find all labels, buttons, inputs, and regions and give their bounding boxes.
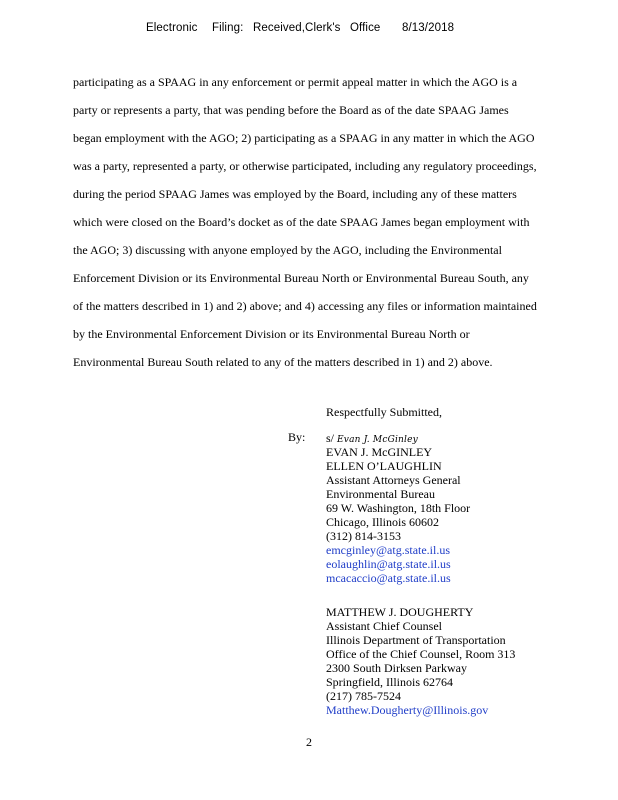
city-state-zip: Springfield, Illinois 62764 — [326, 675, 453, 689]
attorney-name: EVAN J. McGINLEY — [326, 445, 433, 459]
body-line: during the period SPAAG James was employed by the Board, including any of these matters — [73, 187, 517, 201]
email-link[interactable]: emcginley@atg.state.il.us — [326, 543, 451, 557]
department-name: Illinois Department of Transportation — [326, 633, 506, 647]
counsel-name: MATTHEW J. DOUGHERTY — [326, 605, 474, 619]
body-line: which were closed on the Board’s docket as of the date SPAAG James began employment with — [73, 215, 530, 229]
phone-number: (312) 814-3153 — [326, 529, 401, 543]
email-link[interactable]: Matthew.Dougherty@Illinois.gov — [326, 703, 489, 717]
street-address: 2300 South Dirksen Parkway — [326, 661, 467, 675]
by-label: By: — [288, 430, 306, 444]
header-office: Office — [350, 22, 381, 34]
body-line: began employment with the AGO; 2) participating as a SPAAG in any matter in which the AGO — [73, 131, 535, 145]
signature-block — [326, 405, 606, 717]
signature-script: Evan J. McGinley — [337, 435, 418, 445]
office-room: Office of the Chief Counsel, Room 313 — [326, 647, 516, 661]
bureau-name: Environmental Bureau — [326, 487, 435, 501]
attorney-title: Assistant Attorneys General — [326, 473, 461, 487]
body-line: was a party, represented a party, or otherwise participated, including any regulatory proceedings, — [73, 159, 537, 173]
electronic-signature — [326, 431, 606, 445]
body-line: by the Environmental Enforcement Division or its Environmental Bureau North or — [73, 327, 470, 341]
body-line: party or represents a party, that was pending before the Board as of the date SPAAG James — [73, 103, 509, 117]
city-state-zip: Chicago, Illinois 60602 — [326, 515, 439, 529]
body-line: Enforcement Division or its Environmental Bureau North or Environmental Bureau South, any — [73, 271, 529, 285]
header-date: 8/13/2018 — [402, 22, 455, 34]
counsel-title: Assistant Chief Counsel — [326, 619, 442, 633]
header-filing: Filing: — [212, 22, 244, 34]
email-link[interactable]: mcacaccio@atg.state.il.us — [326, 571, 451, 585]
email-link[interactable]: eolaughlin@atg.state.il.us — [326, 557, 451, 571]
body-paragraph — [73, 68, 573, 376]
body-line: Environmental Bureau South related to any of the matters described in 1) and 2) above. — [73, 355, 493, 369]
signature-prefix: s/ — [326, 431, 335, 445]
body-line: of the matters described in 1) and 2) above; and 4) accessing any files or information maintained — [73, 299, 537, 313]
body-line: participating as a SPAAG in any enforcement or permit appeal matter in which the AGO is a — [73, 75, 518, 89]
phone-number: (217) 785-7524 — [326, 689, 401, 703]
body-line: the AGO; 3) discussing with anyone employed by the AGO, including the Environmental — [73, 243, 502, 257]
attorney-name: ELLEN O’LAUGHLIN — [326, 459, 442, 473]
header-received-clerks: Received,Clerk's — [253, 22, 341, 34]
header-electronic: Electronic — [146, 22, 198, 34]
respectfully-submitted: Respectfully Submitted, — [326, 405, 442, 419]
street-address: 69 W. Washington, 18th Floor — [326, 501, 471, 515]
page-number: 2 — [306, 735, 312, 749]
block-spacer — [326, 585, 606, 605]
